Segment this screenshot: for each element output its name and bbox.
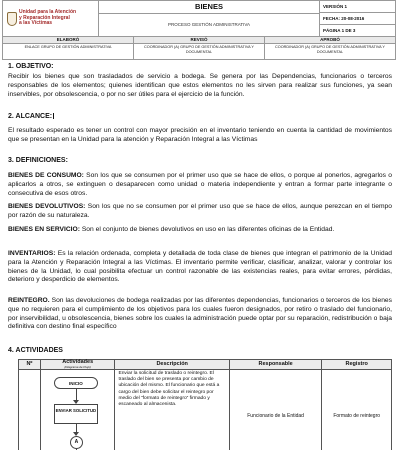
col-number: Nº [19, 360, 41, 369]
signoff-aprobo [265, 37, 395, 59]
signoff-head: APROBÓ [265, 37, 395, 44]
col-activities [41, 360, 116, 369]
definition-text: Son el conjunto de bienes devolutivos en uso en las diferentes oficinas de la Entidad. [79, 226, 335, 233]
definition-servicio [8, 226, 392, 235]
logo-line3: a las Víctimas [19, 20, 53, 27]
page-label: PÁGINA 1 DE 3 [323, 28, 356, 33]
activities-heading: 4. ACTIVIDADES [8, 347, 63, 354]
definition-consumo [8, 172, 392, 198]
document-header [2, 0, 396, 37]
flow-offpage-connector: A [70, 436, 83, 449]
flow-start-terminal: INICIO [54, 377, 98, 389]
version-block [320, 1, 395, 36]
definition-term: BIENES DEVOLUTIVOS: [8, 203, 86, 210]
signoff-head: ELABORÓ [3, 37, 133, 44]
definition-term: INVENTARIOS: [8, 250, 56, 257]
logo-text [19, 10, 76, 27]
definition-text: Son las devoluciones de bodega realizadas por las diferentes dependencias, funcionarios o terceros de los bienes que no requieren para el cumplimiento de los objetivos para los cuales fueron designados, por retiro o traslado del funcionario, por inservibilidad, u obsolescencia, bienes sobre los cuales la administración puede optar por su reparación, redistribución o baja definitiva con destino final específico [8, 297, 392, 331]
date-label: FECHA: 20-08-2016 [320, 13, 395, 25]
definition-term: BIENES EN SERVICIO: [8, 226, 80, 233]
definition-reintegro [8, 297, 392, 332]
col-description: Descripción [115, 360, 229, 369]
col-activities-label: Actividades [62, 359, 94, 366]
logo-block [3, 1, 99, 36]
signoff-elaboro [3, 37, 134, 59]
definition-devolutivos [8, 203, 392, 221]
activities-row [19, 370, 391, 450]
objective-heading: 1. OBJETIVO: [8, 63, 54, 70]
signoff-table [2, 36, 396, 60]
document-title: BIENES [99, 1, 319, 14]
definition-text: Son los que se consumen por el primer uso que se hace de ellos, o porque al ponerlos, agregarlos o aplicarlos a otros, se extinguen o desaparecen como unidad o materia independiente y entran a formar parte integrante o consecutiva de esos otros. [8, 172, 392, 197]
definition-term: BIENES DE CONSUMO: [8, 172, 84, 179]
process-name: PROCESO GESTIÓN ADMINISTRATIVA [167, 22, 251, 27]
scope-heading-text: 2. ALCANCE: [8, 113, 53, 120]
description-cell: Enviar la solicitud de traslado o reintegro. El traslado del bien se presenta por cambio de ubicación del mismo. El funcionario que está a cargo del bien debe solicitar el reintegro por medio del “formato de reintegro” firmado y escaneado al almacenista. [115, 370, 229, 450]
definition-text: Son los que no se consumen por el primer uso que se hace de ellos, aunque perezcan en el tiempo por razón de su naturaleza. [8, 203, 392, 219]
logo-line2: y Reparación Integral [19, 14, 70, 21]
flow-process-box: ENVIAR SOLICITUD [54, 404, 98, 424]
col-record: Registro [345, 360, 368, 367]
definition-inventarios [8, 250, 392, 285]
definitions-heading: 3. DEFINICIONES: [8, 157, 68, 164]
record-cell: Formato de reintegro [333, 412, 381, 419]
coat-of-arms-icon [7, 12, 17, 26]
text-cursor [53, 113, 54, 119]
title-block [99, 1, 320, 36]
logo-line1: Unidad para la Atención [19, 9, 77, 16]
scope-text: El resultado esperado es tener un control con mayor precisión en el inventario teniendo en cuenta la cantidad de movimientos que se presentan en la Unidad para la atención y Reparación Integral a las Víctimas [8, 127, 392, 143]
version-label: VERSIÓN 1 [320, 1, 395, 13]
activities-header-row [19, 360, 391, 370]
objective-text: Recibir los bienes que son trasladados de servicio a bodega. Se genera por las Dependencias, funcionarios o terceros responsables de los elementos; quienes identifican que estos elementos no les sirven para realizar sus funciones, ya sean inservibles, por obsolescencia, o por no ser útiles para el ejercicio de la función. [8, 73, 392, 98]
signoff-reviso [134, 37, 265, 59]
flowchart-cell [41, 370, 116, 450]
activities-table [18, 359, 392, 450]
definition-term: REINTEGRO. [8, 297, 50, 304]
signoff-value: COORDINADOR (A) GRUPO DE GESTIÓN ADMINISTRATIVA Y DOCUMENTAL [144, 45, 254, 54]
signoff-value: COORDINADOR (A) GRUPO DE GESTIÓN ADMINISTRATIVA Y DOCUMENTAL [275, 45, 385, 54]
col-activities-sublabel: (Diagrama de Flujo) [64, 364, 91, 369]
scope-heading [8, 113, 392, 122]
signoff-value: ENLACE GRUPO DE GESTIÓN ADMINISTRATIVA [24, 45, 112, 49]
row-number-cell [19, 370, 41, 450]
col-responsible: Responsable [230, 360, 323, 369]
definition-text: Es la relación ordenada, completa y detallada de toda clase de bienes que integran el patrimonio de la Unidad para la Atención y Reparación Integral a las Víctimas. El inventario permite verificar, clasificar, analizar, valorar y controlar los bienes de la Unidad, lo cual posibilita efectuar un control razonable de las existencias reales, para evitar errores, pérdidas, deterioro y desperdicio de elementos. [8, 250, 392, 284]
signoff-head: REVISÓ [134, 37, 264, 44]
responsible-cell: Funcionario de la Entidad [230, 370, 323, 450]
